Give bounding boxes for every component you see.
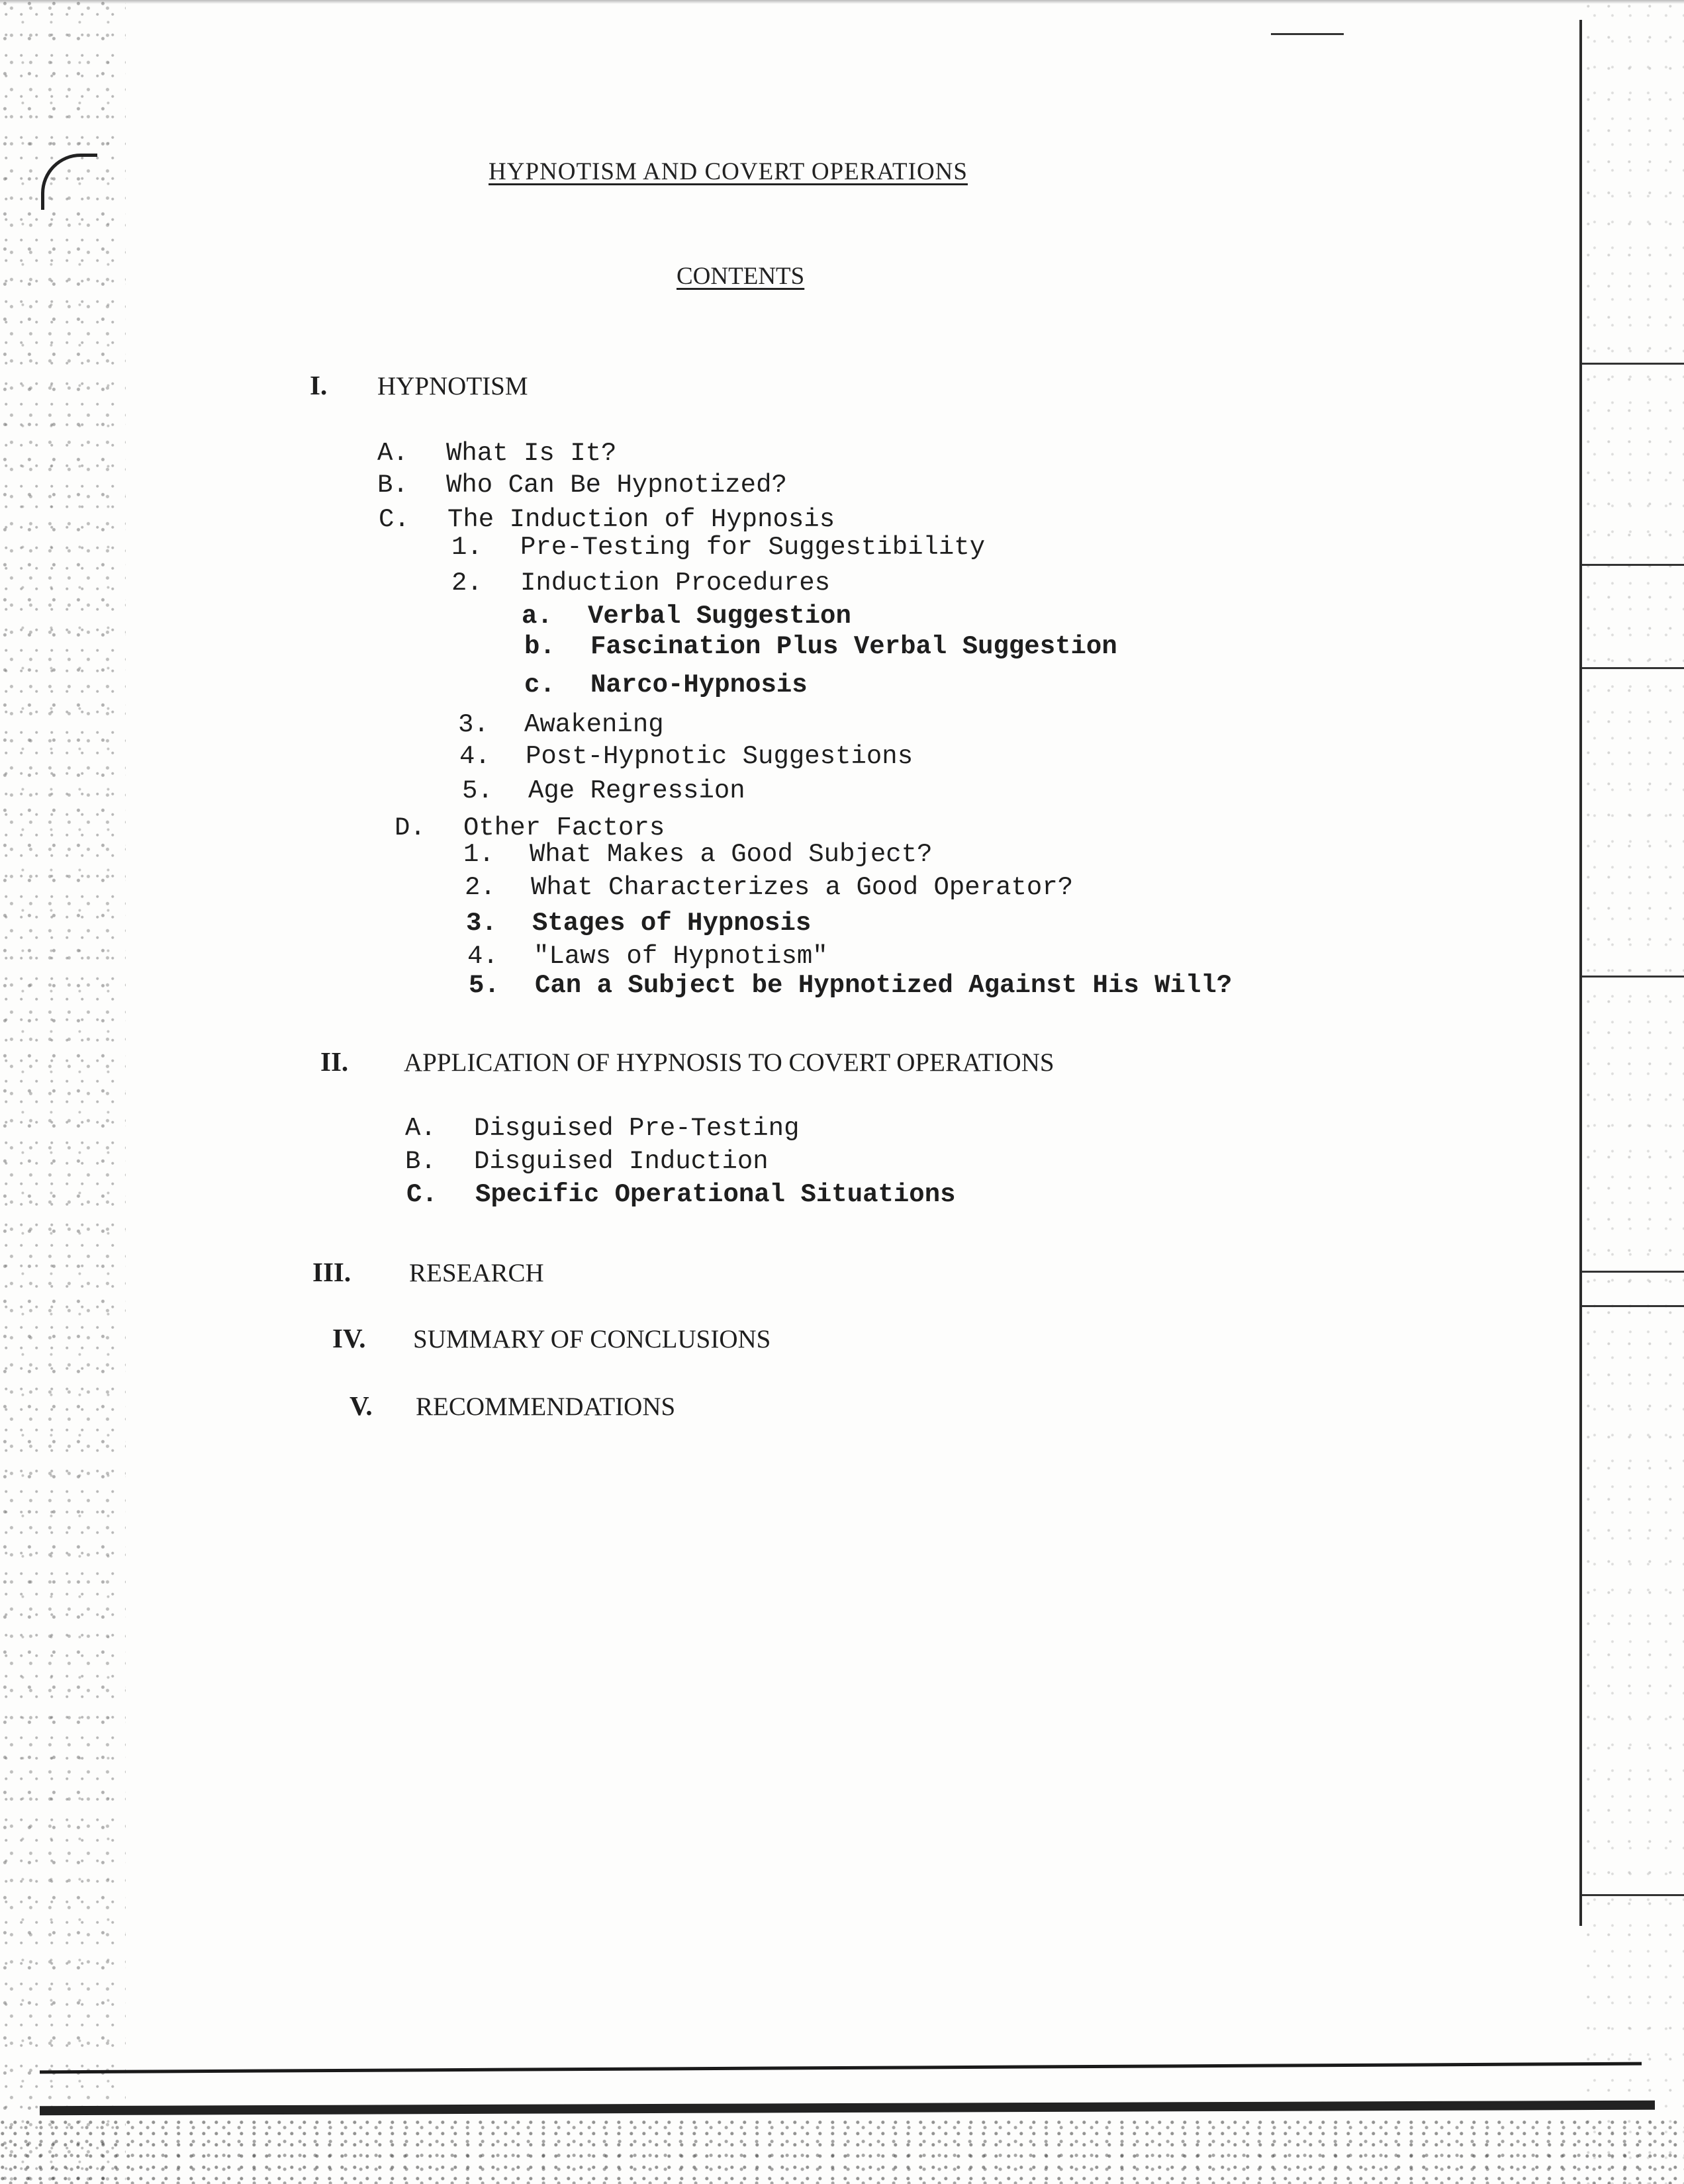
toc-letter: a. [522,602,553,631]
toc-entry-1a [377,441,616,467]
toc-title: Verbal Suggestion [588,602,851,631]
toc-title: Who Can Be Hypnotized? [446,471,787,500]
toc-entry-1b [377,473,787,498]
toc-number: 5. [469,971,500,1000]
scan-left-margin-noise [0,0,126,2184]
toc-entry-1d1 [463,842,933,868]
toc-entry-1c [379,507,835,533]
toc-section-4 [332,1325,771,1354]
toc-entry-1c2b [524,634,1117,660]
toc-letter: D. [395,813,426,842]
toc-entry-1c2a [522,604,851,629]
toc-title: What Is It? [446,439,617,468]
toc-entry-2c [406,1182,956,1208]
toc-title: HYPNOTISM [377,372,528,400]
toc-number: 3. [458,710,489,739]
toc-title: "Laws of Hypnotism" [534,942,828,971]
toc-title: Pre-Testing for Suggestibility [520,533,986,562]
toc-number: V. [350,1390,373,1421]
toc-title: Specific Operational Situations [475,1180,956,1209]
toc-entry-1c2c [524,672,808,698]
scan-right-border [1579,20,1582,1926]
toc-letter: B. [377,471,408,500]
contents-heading: CONTENTS [677,263,805,290]
scan-right-margin-noise [1582,0,1684,2184]
toc-number: 2. [465,873,496,902]
scan-right-tick [1582,1894,1684,1896]
toc-section-3 [312,1259,544,1288]
toc-title: SUMMARY OF CONCLUSIONS [413,1325,771,1353]
toc-letter: c. [524,670,555,700]
toc-entry-1d3 [466,911,811,936]
toc-entry-1d5 [469,973,1232,999]
toc-entry-1d2 [465,875,1073,901]
scan-right-tick [1582,1271,1684,1273]
scan-bottom-noise [0,2118,1684,2184]
toc-title: Induction Procedures [520,569,831,598]
toc-section-1 [310,372,528,401]
toc-letter: b. [524,632,555,661]
toc-number: III. [312,1257,351,1287]
toc-title: Can a Subject be Hypnotized Against His Will? [535,971,1233,1000]
toc-entry-1c4 [459,744,913,770]
toc-title: Disguised Pre-Testing [474,1114,800,1143]
toc-entry-1d [395,815,665,841]
toc-number: II. [320,1046,349,1077]
toc-title: Other Factors [463,813,665,842]
scan-bottom-bar [40,2101,1655,2116]
toc-entry-1c3 [458,712,664,738]
scan-bottom-line [40,2062,1642,2074]
scan-right-tick [1582,976,1684,978]
toc-title: Post-Hypnotic Suggestions [526,742,913,771]
toc-title: Fascination Plus Verbal Suggestion [590,632,1117,661]
toc-letter: C. [379,505,410,534]
toc-entry-2b [405,1149,769,1175]
toc-letter: C. [406,1180,438,1209]
scan-top-edge [0,0,1684,4]
toc-number: I. [310,370,328,400]
toc-entry-1d4 [467,944,828,970]
toc-title: The Induction of Hypnosis [447,505,835,534]
toc-number: 1. [463,840,494,869]
toc-title: Narco-Hypnosis [590,670,808,700]
scan-top-line [1271,33,1344,35]
toc-title: RECOMMENDATIONS [416,1392,676,1421]
toc-title: What Characterizes a Good Operator? [531,873,1074,902]
scan-right-tick [1582,564,1684,566]
toc-number: 4. [459,742,491,771]
toc-number: 1. [451,533,483,562]
toc-entry-2a [405,1116,799,1142]
toc-number: 2. [451,569,483,598]
toc-entry-1c1 [451,535,985,561]
toc-title: What Makes a Good Subject? [530,840,933,869]
toc-number: IV. [332,1323,366,1353]
toc-number: 5. [462,776,493,805]
scan-right-tick [1582,363,1684,365]
toc-letter: B. [405,1147,436,1176]
toc-title: Stages of Hypnosis [532,909,812,938]
scan-right-tick [1582,667,1684,669]
toc-title: APPLICATION OF HYPNOSIS TO COVERT OPERATIONS [404,1048,1054,1077]
toc-entry-1c5 [462,778,745,804]
toc-section-2 [320,1048,1054,1077]
toc-letter: A. [405,1114,436,1143]
scan-right-tick [1582,1305,1684,1307]
toc-title: RESEARCH [409,1259,544,1287]
document-title: HYPNOTISM AND COVERT OPERATIONS [489,158,968,185]
toc-title: Age Regression [528,776,745,805]
toc-letter: A. [377,439,408,468]
toc-title: Awakening [524,710,664,739]
toc-number: 3. [466,909,497,938]
toc-title: Disguised Induction [474,1147,769,1176]
toc-entry-1c2 [451,570,830,596]
toc-number: 4. [467,942,498,971]
toc-section-5 [350,1392,675,1422]
